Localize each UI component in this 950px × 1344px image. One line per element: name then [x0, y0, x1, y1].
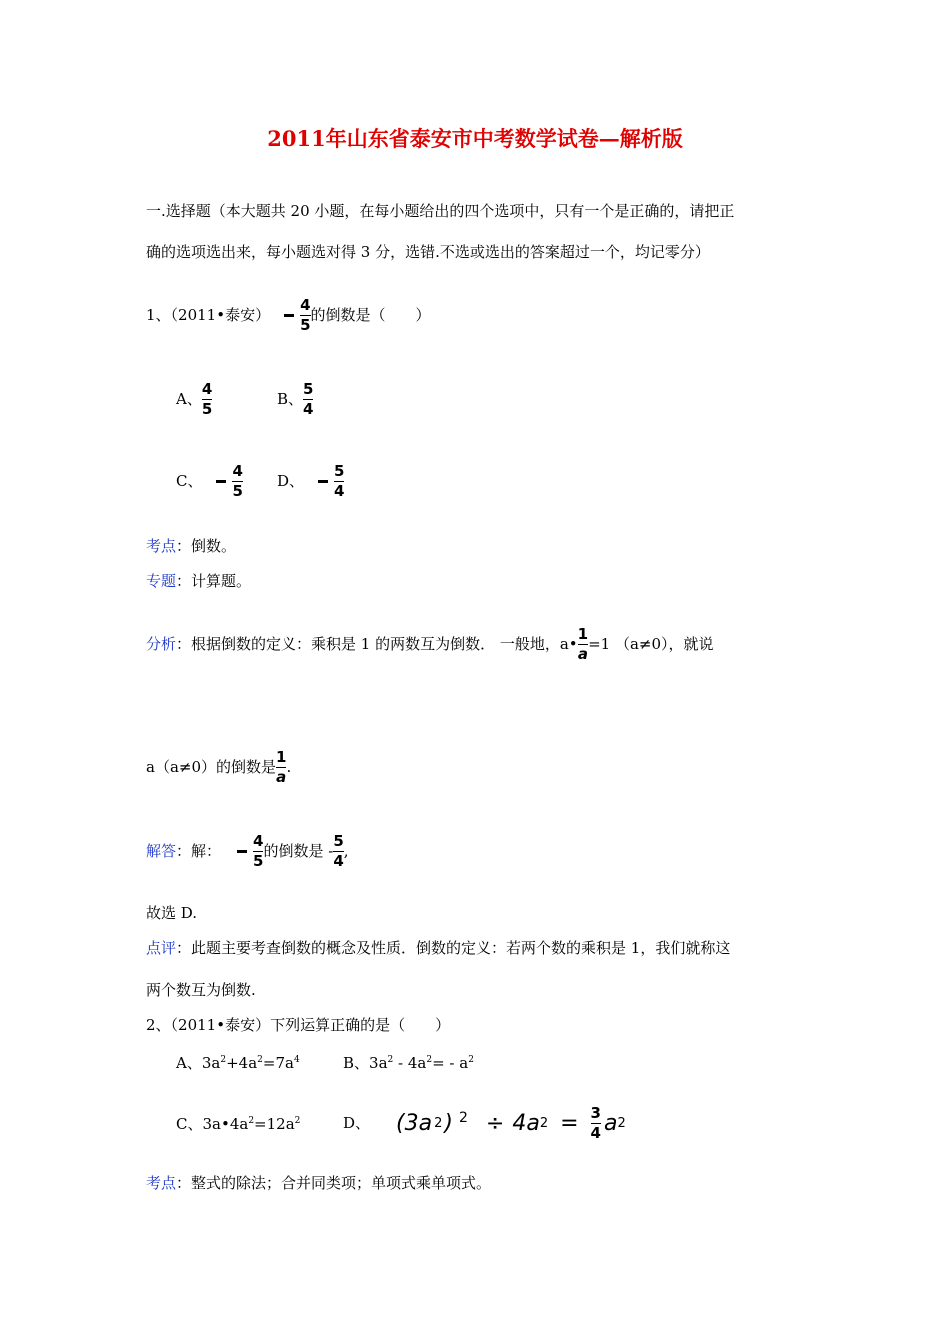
option-fraction	[334, 464, 344, 499]
numerator: 4	[232, 462, 243, 480]
option-expression: $3a•4a^2=12a^2$	[202, 1115, 301, 1133]
dianping-label: 点评	[146, 939, 177, 957]
minus-sign	[318, 480, 328, 483]
section-intro-line-2: 确的选项选出来，每小题选对得 3 分，选错.不选或选出的答案超过一个，均记零分）	[146, 243, 710, 261]
q1-option-c	[176, 464, 243, 499]
numerator: 4	[300, 296, 311, 314]
option-fraction	[591, 1106, 601, 1141]
denominator: 5	[253, 852, 264, 870]
q1-zhuanti	[146, 574, 251, 589]
q1-option-b	[277, 382, 313, 417]
fenxi-text: ：根据倒数的定义：乘积是 1 的两数互为倒数． 一般地，a•	[176, 635, 578, 653]
numerator: 1	[577, 625, 589, 643]
fenxi-line2-end: .	[286, 758, 292, 776]
denominator: a	[276, 768, 287, 786]
numerator: 1	[276, 748, 287, 766]
denominator: 4	[303, 400, 314, 418]
kaodian-label: 考点	[146, 1174, 177, 1192]
jieda-text: ：解：	[176, 842, 222, 860]
fenxi-line2-text: a（a≠0）的倒数是	[146, 758, 276, 776]
zhuanti-text: ：计算题。	[176, 572, 252, 590]
denominator: a	[577, 645, 588, 663]
minus-sign	[284, 314, 294, 317]
numerator: 4	[201, 380, 213, 398]
kaodian-text: ：整式的除法；合并同类项；单项式乘单项式。	[176, 1174, 492, 1192]
q1-stem-prefix: 1、（2011•泰安）	[146, 306, 271, 324]
page-title: 2011年山东省泰安市中考数学试卷—解析版	[267, 126, 683, 151]
denominator: 4	[590, 1124, 601, 1142]
kaodian-text: ：倒数。	[176, 537, 237, 555]
q1-option-d	[277, 464, 344, 499]
option-label: D、	[343, 1114, 371, 1132]
jieda-fraction	[253, 834, 263, 869]
numerator: 5	[303, 380, 314, 398]
fenxi-fraction	[578, 627, 588, 662]
section-intro-line-1: 一.选择题（本大题共 20 小题，在每小题给出的四个选项中，只有一个是正确的，请把正	[146, 202, 735, 220]
q2-option-d	[343, 1106, 626, 1141]
fenxi-line2-fraction	[276, 750, 286, 785]
denominator: 5	[201, 400, 213, 418]
jieda-fraction-2	[333, 834, 343, 869]
option-expression: $3a^2+4a^2=7a^4$	[201, 1054, 300, 1072]
minus-sign	[237, 850, 247, 853]
option-label: D、	[277, 472, 305, 490]
jieda-label: 解答	[146, 842, 177, 860]
q2-option-a	[176, 1056, 300, 1071]
jieda-end: ,	[343, 842, 349, 860]
kaodian-label: 考点	[146, 537, 177, 555]
q1-stem	[146, 298, 431, 333]
option-label: C、	[176, 1115, 203, 1133]
q1-guxuan: 故选 D.	[146, 904, 198, 922]
option-fraction	[303, 382, 313, 417]
option-label: A、	[176, 1054, 202, 1072]
q1-stem-suffix: 的倒数是（ ）	[310, 306, 431, 324]
zhuanti-label: 专题	[146, 572, 177, 590]
q1-dianping-line-2: 两个数互为倒数.	[146, 981, 256, 999]
q1-kaodian	[146, 539, 236, 554]
fenxi-tail: =1 （a≠0），就说	[588, 635, 714, 653]
q1-fenxi-line-2	[146, 750, 291, 785]
minus-sign	[216, 480, 226, 483]
q1-dianping	[146, 941, 730, 956]
numerator: 5	[333, 832, 344, 850]
q2-option-b	[343, 1056, 474, 1071]
numerator: 3	[590, 1104, 601, 1122]
denominator: 4	[334, 482, 345, 500]
numerator: 5	[334, 462, 345, 480]
q1-fenxi	[146, 627, 714, 662]
option-label: C、	[176, 472, 203, 490]
dianping-text: ：此题主要考查倒数的概念及性质．倒数的定义：若两个数的乘积是 1，我们就称这	[176, 939, 731, 957]
option-expression: (3a 2 ) $^2$ ÷ 4a 2 = $\frac{3}{4}$ a 2	[396, 1104, 626, 1142]
option-expression: $3a^2 - 4a^2= - a^2$	[369, 1054, 474, 1072]
option-fraction	[202, 382, 212, 417]
denominator: 5	[232, 482, 243, 500]
option-label: B、	[343, 1054, 370, 1072]
q1-jieda	[146, 834, 349, 869]
numerator: 4	[253, 832, 264, 850]
q2-kaodian	[146, 1176, 491, 1191]
q1-fraction	[300, 298, 310, 333]
fenxi-label: 分析	[146, 635, 177, 653]
q2-option-c	[176, 1117, 300, 1132]
option-fraction	[232, 464, 242, 499]
jieda-mid: 的倒数是 -	[263, 842, 334, 860]
q1-option-a	[176, 382, 212, 417]
denominator: 4	[333, 852, 344, 870]
option-label: B、	[277, 390, 304, 408]
denominator: 5	[300, 316, 311, 334]
option-label: A、	[176, 390, 202, 408]
q2-stem: 2、（2011•泰安）下列运算正确的是（ ）	[146, 1016, 451, 1034]
